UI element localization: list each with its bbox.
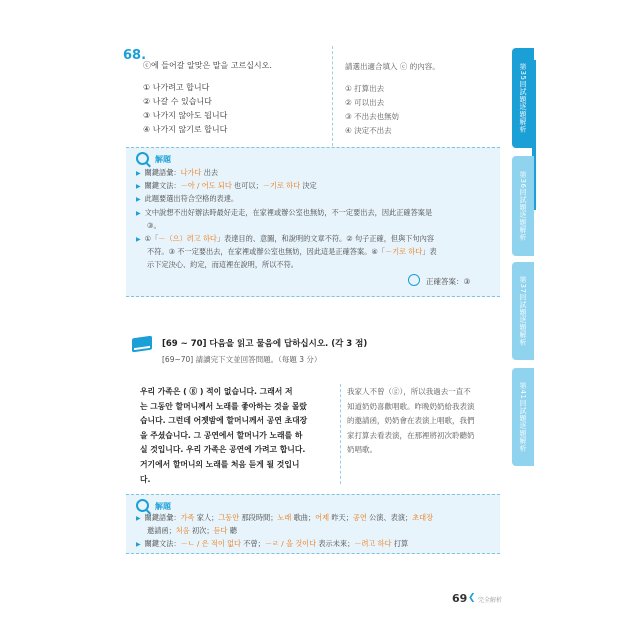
passage-line: 우리 가족은 ( ⓖ ) 적이 없습니다. 그래서 저 xyxy=(140,387,293,396)
explanation-row xyxy=(136,180,317,192)
explanation-text: 家人； xyxy=(194,513,219,522)
keyword-highlight: －ㄴ / 은 적이 없다 xyxy=(180,539,241,548)
column-divider xyxy=(332,46,333,146)
bullet-triangle-icon: ▶ xyxy=(136,209,141,217)
question-text-zh: 請選出適合填入 ⓒ 的內容。 xyxy=(345,62,440,71)
keyword-highlight: －（으）려고 하다 xyxy=(158,234,217,243)
explanation-row xyxy=(136,167,218,179)
keyword-highlight: 듣다 xyxy=(213,526,228,535)
passage-line: 을 주셨습니다. 그 공연에서 할머니가 노래를 하 xyxy=(140,430,303,440)
keyword-highlight: 처음 xyxy=(175,526,190,535)
explanation-title: 解題 xyxy=(155,502,171,511)
keyword-highlight: 그동안 xyxy=(218,513,240,522)
explanation-text: 出去 xyxy=(201,168,219,177)
keyword-highlight: －ㄹ / 을 것이다 xyxy=(264,539,317,548)
explanation-text: 不符。③ 不一定要出去，在家裡或辦公室也無妨，因此這是正確答案。④「 xyxy=(147,247,385,257)
tab-chapter-41[interactable] xyxy=(512,368,534,466)
option-2-zh: ② 可以出去 xyxy=(345,98,385,107)
keyword-highlight: －기로 하다 xyxy=(385,247,423,257)
question-text: ⓒ에 들어갈 알맞은 말을 고르십시오. xyxy=(143,61,272,70)
tab-label: 第36回試題逐題解析 xyxy=(519,171,527,241)
explanation-row xyxy=(136,233,434,245)
section-subtitle: [69~70] 請讀完下文並回答問題。（每題 3 分） xyxy=(162,355,322,364)
passage-line: 的邀請函，奶奶會在表演上唱歌，我們 xyxy=(347,416,475,426)
chevron-left-icon: ❮ xyxy=(468,593,476,603)
explanation-row xyxy=(147,246,437,257)
book-icon xyxy=(132,336,152,353)
bullet-triangle-icon: ▶ xyxy=(136,196,141,204)
explanation-row xyxy=(147,259,298,270)
tab-label: 第35回試題逐題解析 xyxy=(519,63,527,133)
passage-line: 奶唱歌。 xyxy=(347,445,377,455)
explanation-text: 公演、表演； xyxy=(366,513,413,522)
passage-line: 거기에서 할머니의 노래를 처음 듣게 될 것입니 xyxy=(140,459,300,469)
explanation-row xyxy=(136,207,432,219)
explanation-text: 關鍵文法： xyxy=(144,181,181,191)
option-4-zh: ④ 決定不出去 xyxy=(345,126,392,135)
bullet-triangle-icon: ▶ xyxy=(136,170,141,177)
explanation-text: 昨天； xyxy=(329,513,353,522)
explanation-text: 」表 xyxy=(422,247,437,257)
tab-chapter-37[interactable] xyxy=(512,262,534,360)
bullet-triangle-icon: ▶ xyxy=(136,236,141,243)
page-tag: 完全解析 xyxy=(478,597,503,604)
explanation-text: 打算 xyxy=(391,539,409,548)
passage-line: 습니다. 그런데 어젯밤에 할머니께서 공연 초대장 xyxy=(140,416,308,426)
option-3: ③ 나가지 않아도 됩니다 xyxy=(143,111,228,120)
tab-label: 第37回試題逐題解析 xyxy=(519,276,527,346)
option-1: ① 나가려고 합니다 xyxy=(143,83,210,92)
reading-passage-chinese xyxy=(347,385,495,458)
keyword-highlight: －아 / 어도 되다 xyxy=(180,181,232,191)
explanation-row xyxy=(136,512,433,524)
section-title: [69 ~ 70] 다음을 읽고 물음에 답하십시오. (각 3 점) xyxy=(162,339,368,349)
explanation-text: 關鍵語彙： xyxy=(144,513,181,522)
explanation-row xyxy=(147,220,161,231)
explanation-text: 不曾； xyxy=(241,539,265,548)
keyword-highlight: 공연 xyxy=(352,513,367,522)
question-number: 68. xyxy=(123,48,147,63)
keyword-highlight: 초대장 xyxy=(412,513,434,522)
lightbulb-icon xyxy=(408,274,420,286)
keyword-highlight: －려고 하다 xyxy=(354,539,392,548)
explanation-text: 那段時間； xyxy=(239,513,278,522)
explanation-text: 表示未來； xyxy=(316,539,355,548)
page-number: 69 xyxy=(452,592,468,605)
explanation-text: 歌曲； xyxy=(291,513,316,522)
passage-line: 我家人不曾（ⓖ），所以我過去一直不 xyxy=(347,387,471,396)
magnifier-icon xyxy=(136,152,149,165)
explanation-row xyxy=(136,193,238,205)
option-4: ④ 나가지 않기로 합니다 xyxy=(143,125,228,134)
bullet-triangle-icon: ▶ xyxy=(136,541,141,548)
explanation-text: 示下定決心、約定，而這裡在說明，所以不符。 xyxy=(147,260,298,270)
option-3-zh: ③ 不出去也無妨 xyxy=(345,112,400,121)
tab-chapter-35[interactable] xyxy=(512,48,534,148)
bullet-triangle-icon: ▶ xyxy=(136,183,141,191)
explanation-title: 解題 xyxy=(155,155,171,164)
tab-label: 第41回試題逐題解析 xyxy=(519,382,527,452)
magnifier-icon xyxy=(136,499,149,512)
explanation-text: 決定 xyxy=(300,181,317,191)
explanation-text: 也可以； xyxy=(231,181,263,191)
explanation-text: 聽 xyxy=(227,526,237,535)
keyword-highlight: 노래 xyxy=(277,513,292,522)
correct-answer: 正確答案：③ xyxy=(426,277,471,286)
keyword-highlight: 어제 xyxy=(315,513,330,522)
column-divider xyxy=(340,384,341,484)
option-1-zh: ① 打算出去 xyxy=(345,84,385,93)
passage-line: 知道奶奶喜歡唱歌。昨晚奶奶給我表演 xyxy=(347,401,475,411)
keyword-highlight: 나가다 xyxy=(180,168,202,177)
explanation-row xyxy=(136,538,408,550)
explanation-text: 初次； xyxy=(189,526,214,535)
explanation-text: 關鍵語彙： xyxy=(144,168,181,177)
explanation-text: 」表達目的、意圖，和說明的文章不符。② 句子正確，但與下句內容 xyxy=(216,234,435,243)
tab-chapter-36[interactable] xyxy=(512,156,534,256)
explanation-text: 關鍵文法： xyxy=(144,539,181,548)
passage-line: 는 그동안 할머니께서 노래를 좋아하는 것을 몰랐 xyxy=(140,401,307,411)
explanation-text: 邀請函； xyxy=(147,526,176,535)
keyword-highlight: 가족 xyxy=(180,513,195,522)
explanation-text: 文中說想不出好辦法時最好走走，在家裡或辦公室也無妨，不一定要出去，因此正確答案是 xyxy=(144,207,433,217)
explanation-text: ①「 xyxy=(144,234,159,243)
passage-line: 다. xyxy=(140,474,151,484)
passage-line: 실 것입니다. 우리 가족은 공연에 가려고 합니다. xyxy=(140,445,306,455)
bullet-triangle-icon: ▶ xyxy=(136,515,141,522)
passage-line: 家打算去看表演，在那裡將初次聆聽奶 xyxy=(347,430,475,440)
option-2: ② 나갈 수 있습니다 xyxy=(143,97,212,106)
reading-passage-korean xyxy=(140,385,334,487)
explanation-row xyxy=(147,525,237,536)
explanation-text: 此題要選出符合空格的表達。 xyxy=(144,194,239,204)
explanation-text: ③。 xyxy=(147,220,161,230)
keyword-highlight: －기로 하다 xyxy=(262,181,301,191)
